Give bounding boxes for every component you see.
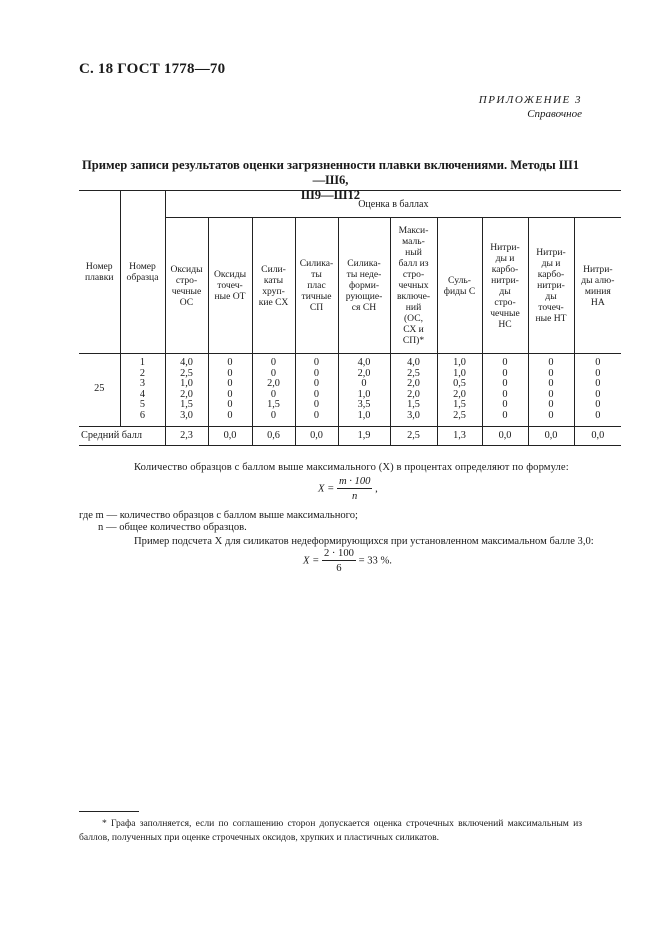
average-value: 0,0 bbox=[208, 426, 252, 445]
column-header-line: точеч- bbox=[217, 280, 243, 291]
sample-numbers-cell bbox=[120, 354, 165, 427]
value-cell: 0 bbox=[227, 378, 233, 390]
value-cell: 0 bbox=[502, 357, 508, 368]
column-header bbox=[252, 218, 295, 354]
value-cell: 0 bbox=[595, 399, 601, 411]
column-header-line: ный bbox=[405, 247, 422, 258]
value-cell: 0 bbox=[361, 378, 367, 390]
column-header-line: СХ и bbox=[403, 324, 424, 335]
value-cell: 1,5 bbox=[453, 399, 466, 411]
value-cell: 3,5 bbox=[357, 399, 371, 411]
formula-example-denominator: 6 bbox=[336, 563, 342, 574]
value-cell: 2,5 bbox=[453, 409, 466, 421]
column-header-line: маль- bbox=[402, 236, 425, 247]
formula-intro: Количество образцов с баллом выше максимального (X) в процентах определяют по формуле: bbox=[134, 462, 569, 473]
value-cell: 1,0 bbox=[357, 388, 371, 400]
value-cell: 0 bbox=[502, 409, 508, 421]
average-value: 0,0 bbox=[295, 426, 338, 445]
column-header-line: тичные bbox=[301, 291, 332, 302]
formula-x-denominator: n bbox=[352, 491, 358, 502]
value-cell: 4,0 bbox=[357, 357, 371, 368]
value-cell: 0 bbox=[548, 388, 554, 400]
value-cell: 0 bbox=[313, 378, 320, 390]
column-header-line: ные ОТ bbox=[214, 291, 246, 302]
sample-number: 2 bbox=[139, 367, 146, 379]
value-cell: 2,0 bbox=[180, 388, 193, 400]
table-title-line1: Пример записи результатов оценки загрязненности плавки включениями. Методы Ш1—Ш6, bbox=[81, 158, 580, 187]
sample-number: 3 bbox=[139, 378, 146, 390]
value-cell: 0 bbox=[270, 367, 277, 379]
formula-x-numerator: m · 100 bbox=[338, 476, 371, 487]
formula-example-fraction bbox=[322, 548, 356, 574]
value-cell: 0 bbox=[227, 409, 233, 421]
value-cell: 1,0 bbox=[453, 367, 466, 379]
column-header-line: карбо- bbox=[491, 263, 519, 275]
column-header-line: чечные bbox=[490, 307, 520, 319]
column-header-line: нитри- bbox=[537, 280, 565, 291]
column-header-line: ты bbox=[311, 269, 322, 280]
header-score-group: Оценка в баллах bbox=[165, 191, 621, 218]
value-column bbox=[338, 354, 390, 427]
formula-x bbox=[318, 476, 378, 502]
column-header-line: Оксиды bbox=[170, 263, 203, 275]
value-cell: 4,0 bbox=[180, 357, 193, 368]
column-header-line: ды и bbox=[495, 252, 515, 264]
value-cell: 3,0 bbox=[180, 409, 193, 421]
results-table bbox=[79, 190, 621, 446]
value-cell: 0,5 bbox=[453, 378, 466, 390]
column-header bbox=[482, 218, 528, 354]
value-cell: 0 bbox=[548, 378, 554, 390]
formula-x-tail: , bbox=[375, 483, 378, 495]
value-column bbox=[208, 354, 252, 427]
column-header-line: Нитри- bbox=[583, 263, 613, 275]
column-header-line: ний bbox=[405, 302, 422, 313]
formula-x-lhs: X = bbox=[318, 483, 335, 495]
column-header-line: ды алю- bbox=[581, 274, 615, 286]
average-value: 2,5 bbox=[390, 426, 437, 445]
column-header-line: фиды С bbox=[443, 285, 476, 297]
appendix-subtitle: Справочное bbox=[527, 108, 582, 120]
formula-example-numerator: 2 · 100 bbox=[323, 548, 354, 559]
average-value: 0,0 bbox=[482, 426, 528, 445]
value-cell: 0 bbox=[270, 388, 277, 400]
value-cell: 1,0 bbox=[180, 378, 193, 390]
sample-number: 1 bbox=[139, 357, 146, 368]
column-header bbox=[390, 218, 437, 354]
header-sample-number: Номер образца bbox=[120, 191, 165, 354]
value-column bbox=[528, 354, 574, 427]
value-column bbox=[437, 354, 482, 427]
value-cell: 0 bbox=[227, 388, 233, 400]
column-header-line: рующие- bbox=[345, 291, 383, 302]
column-header bbox=[338, 218, 390, 354]
header-melt-number: Номер плавки bbox=[79, 191, 120, 354]
average-value: 2,3 bbox=[165, 426, 208, 445]
average-value: 1,9 bbox=[338, 426, 390, 445]
formula-example bbox=[303, 548, 392, 574]
sample-number: 5 bbox=[139, 399, 146, 411]
value-column bbox=[252, 354, 295, 427]
column-header-line: балл из bbox=[398, 258, 429, 269]
where-n: n — общее количество образцов. bbox=[98, 522, 247, 533]
column-header-line: ОС bbox=[179, 296, 194, 308]
value-cell: 0 bbox=[227, 367, 233, 379]
average-value: 0,6 bbox=[252, 426, 295, 445]
formula-x-fraction bbox=[337, 476, 373, 502]
column-header-line: форми- bbox=[348, 280, 380, 291]
column-header-line: стро- bbox=[175, 274, 198, 286]
sample-number: 4 bbox=[139, 388, 146, 400]
value-cell: 2,0 bbox=[407, 378, 420, 390]
column-header-line: Нитри- bbox=[536, 247, 566, 258]
example-intro: Пример подсчета X для силикатов недеформирующихся при установленном максимальном балле 3,0: bbox=[134, 536, 594, 547]
value-cell: 4,0 bbox=[407, 357, 420, 368]
value-cell: 0 bbox=[595, 378, 601, 390]
value-column bbox=[482, 354, 528, 427]
value-cell: 2,0 bbox=[453, 388, 466, 400]
column-header-line: (ОС, bbox=[403, 313, 424, 324]
column-header-line: карбо- bbox=[537, 269, 565, 280]
value-cell: 0 bbox=[313, 388, 320, 400]
value-column bbox=[165, 354, 208, 427]
column-header-line: точеч- bbox=[538, 302, 564, 313]
value-cell: 0 bbox=[595, 367, 601, 379]
value-cell: 0 bbox=[227, 399, 233, 411]
value-cell: 2,0 bbox=[267, 378, 280, 390]
value-cell: 1,0 bbox=[357, 409, 371, 421]
column-header bbox=[528, 218, 574, 354]
footnote-rule bbox=[79, 811, 139, 812]
column-header-line: ные НТ bbox=[535, 313, 567, 324]
column-header-line: НА bbox=[590, 296, 605, 308]
page-header: С. 18 ГОСТ 1778—70 bbox=[79, 61, 226, 77]
column-header-line: кие СХ bbox=[258, 296, 289, 308]
value-cell: 0 bbox=[595, 409, 601, 421]
value-cell: 0 bbox=[227, 357, 233, 368]
column-header bbox=[208, 218, 252, 354]
column-header-line: чечные bbox=[171, 285, 202, 297]
column-header-line: Силика- bbox=[347, 258, 381, 269]
column-header bbox=[165, 218, 208, 354]
column-header-line: Нитри- bbox=[490, 241, 520, 253]
value-cell: 0 bbox=[502, 388, 508, 400]
value-cell: 0 bbox=[548, 367, 554, 379]
column-header-line: Макси- bbox=[398, 225, 429, 236]
value-column bbox=[390, 354, 437, 427]
column-header-line: нитри- bbox=[491, 274, 519, 286]
value-cell: 0 bbox=[313, 409, 320, 421]
value-cell: 0 bbox=[270, 357, 277, 368]
value-cell: 0 bbox=[548, 399, 554, 411]
column-header-line: хруп- bbox=[262, 285, 285, 297]
column-header-line: ды bbox=[545, 291, 557, 302]
column-header-line: включе- bbox=[396, 291, 431, 302]
value-cell: 1,5 bbox=[267, 399, 280, 411]
column-header-line: плас bbox=[307, 280, 326, 291]
value-cell: 0 bbox=[313, 357, 320, 368]
appendix-title: ПРИЛОЖЕНИЕ 3 bbox=[478, 94, 582, 106]
value-cell: 0 bbox=[548, 357, 554, 368]
column-header-line: Оксиды bbox=[213, 269, 247, 280]
table-title-line2: Ш9—Ш12 bbox=[300, 188, 361, 202]
value-cell: 2,5 bbox=[407, 367, 420, 379]
value-column bbox=[574, 354, 621, 427]
appendix-label bbox=[479, 93, 582, 121]
value-column bbox=[295, 354, 338, 427]
column-header-line: Суль- bbox=[448, 274, 471, 286]
formula-example-result: = 33 %. bbox=[358, 555, 392, 567]
column-header-line: СП)* bbox=[402, 335, 425, 346]
value-cell: 2,5 bbox=[180, 367, 193, 379]
value-cell: 1,5 bbox=[407, 399, 420, 411]
value-cell: 0 bbox=[313, 399, 320, 411]
formula-example-lhs: X = bbox=[303, 555, 320, 567]
value-cell: 0 bbox=[502, 378, 508, 390]
value-cell: 0 bbox=[502, 367, 508, 379]
column-header bbox=[437, 218, 482, 354]
melt-number-cell: 25 bbox=[79, 354, 120, 427]
column-header-line: ся СН bbox=[351, 302, 377, 313]
column-header-line: стро- bbox=[402, 269, 425, 280]
value-cell: 0 bbox=[270, 409, 277, 421]
value-cell: 0 bbox=[595, 388, 601, 400]
column-header-line: чечных bbox=[398, 280, 429, 291]
column-header bbox=[295, 218, 338, 354]
column-header-line: ды и bbox=[541, 258, 561, 269]
value-cell: 0 bbox=[548, 409, 554, 421]
column-header-line: Сили- bbox=[261, 263, 286, 275]
column-header-line: СП bbox=[309, 302, 324, 313]
value-cell: 2,0 bbox=[357, 367, 371, 379]
average-value: 0,0 bbox=[528, 426, 574, 445]
value-cell: 0 bbox=[595, 357, 601, 368]
value-cell: 0 bbox=[313, 367, 320, 379]
column-header bbox=[574, 218, 621, 354]
value-cell: 2,0 bbox=[407, 388, 420, 400]
column-header-line: ты неде- bbox=[346, 269, 382, 280]
value-cell: 1,0 bbox=[453, 357, 466, 368]
column-header-line: НС bbox=[498, 318, 512, 330]
footnote: * Графа заполняется, если по соглашению сторон допускается оценка строчечных включений максимальным из баллов, полученных при оценке строчечных оксидов, хрупких и пластичных силикатов. bbox=[79, 818, 582, 843]
sample-number: 6 bbox=[139, 409, 146, 421]
average-label: Средний балл bbox=[79, 426, 165, 445]
average-value: 0,0 bbox=[574, 426, 621, 445]
column-header-line: стро- bbox=[494, 296, 516, 308]
column-header-line: Силика- bbox=[299, 258, 334, 269]
column-header-line: каты bbox=[263, 274, 284, 286]
value-cell: 3,0 bbox=[407, 409, 420, 421]
value-cell: 0 bbox=[502, 399, 508, 411]
column-header-line: ды bbox=[499, 285, 511, 297]
value-cell: 1,5 bbox=[180, 399, 193, 411]
column-header-line: миния bbox=[584, 285, 611, 297]
where-m: где m — количество образцов с баллом выше максимального; bbox=[79, 510, 359, 521]
average-value: 1,3 bbox=[437, 426, 482, 445]
